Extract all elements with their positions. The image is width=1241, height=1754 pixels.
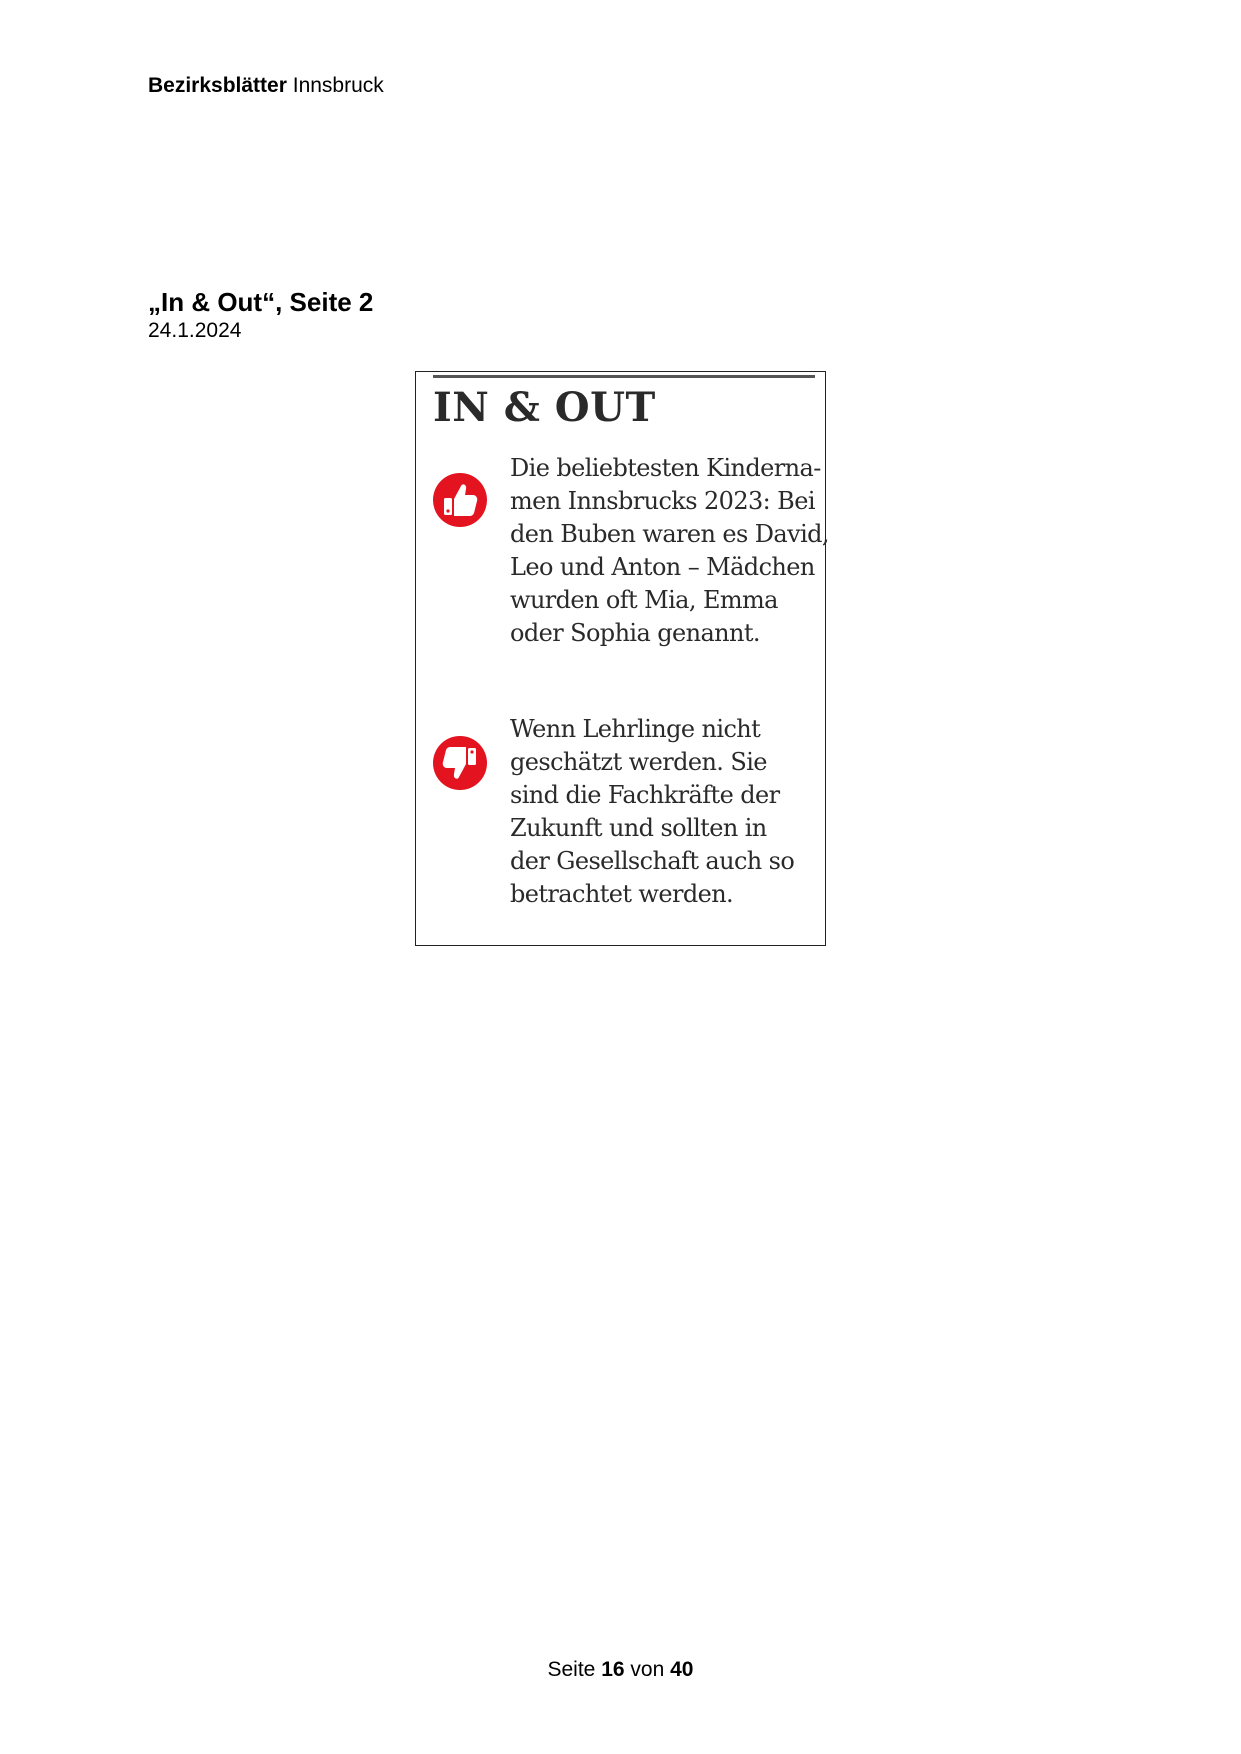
article-title: „In & Out“, Seite 2 bbox=[148, 287, 374, 317]
article-date: 24.1.2024 bbox=[148, 319, 242, 342]
text-line: sind die Fachkräfte der bbox=[510, 781, 780, 809]
out-item-text bbox=[510, 713, 794, 911]
thumbs-down-icon bbox=[432, 735, 488, 791]
page-number: 16 bbox=[601, 1658, 625, 1681]
text-line: Zukunft und sollten in bbox=[510, 814, 767, 842]
text-line: der Gesellschaft auch so bbox=[510, 847, 795, 875]
publication-name: Bezirksblätter bbox=[148, 74, 287, 97]
publication-region: Innsbruck bbox=[292, 74, 384, 97]
newspaper-clipping bbox=[415, 371, 829, 946]
page-label: Seite bbox=[547, 1658, 596, 1681]
text-line: Leo und Anton – Mädchen bbox=[510, 553, 815, 581]
text-line: Wenn Lehrlinge nicht bbox=[510, 715, 761, 743]
clipping-heading: IN & OUT bbox=[433, 384, 656, 431]
text-line: Die beliebtesten Kinderna- bbox=[510, 454, 821, 482]
text-line: den Buben waren es David, bbox=[510, 520, 829, 548]
page-footer bbox=[0, 1657, 1241, 1683]
in-item-text bbox=[510, 452, 829, 650]
page-separator: von bbox=[630, 1658, 665, 1681]
clipping-top-rule bbox=[433, 375, 815, 378]
text-line: geschätzt werden. Sie bbox=[510, 748, 767, 776]
text-line: betrachtet werden. bbox=[510, 880, 734, 908]
page-header bbox=[148, 73, 384, 99]
text-line: wurden oft Mia, Emma bbox=[510, 586, 778, 614]
thumbs-up-icon bbox=[432, 472, 488, 528]
page-total: 40 bbox=[670, 1658, 694, 1681]
text-line: oder Sophia genannt. bbox=[510, 619, 760, 647]
text-line: men Innsbrucks 2023: Bei bbox=[510, 487, 815, 515]
